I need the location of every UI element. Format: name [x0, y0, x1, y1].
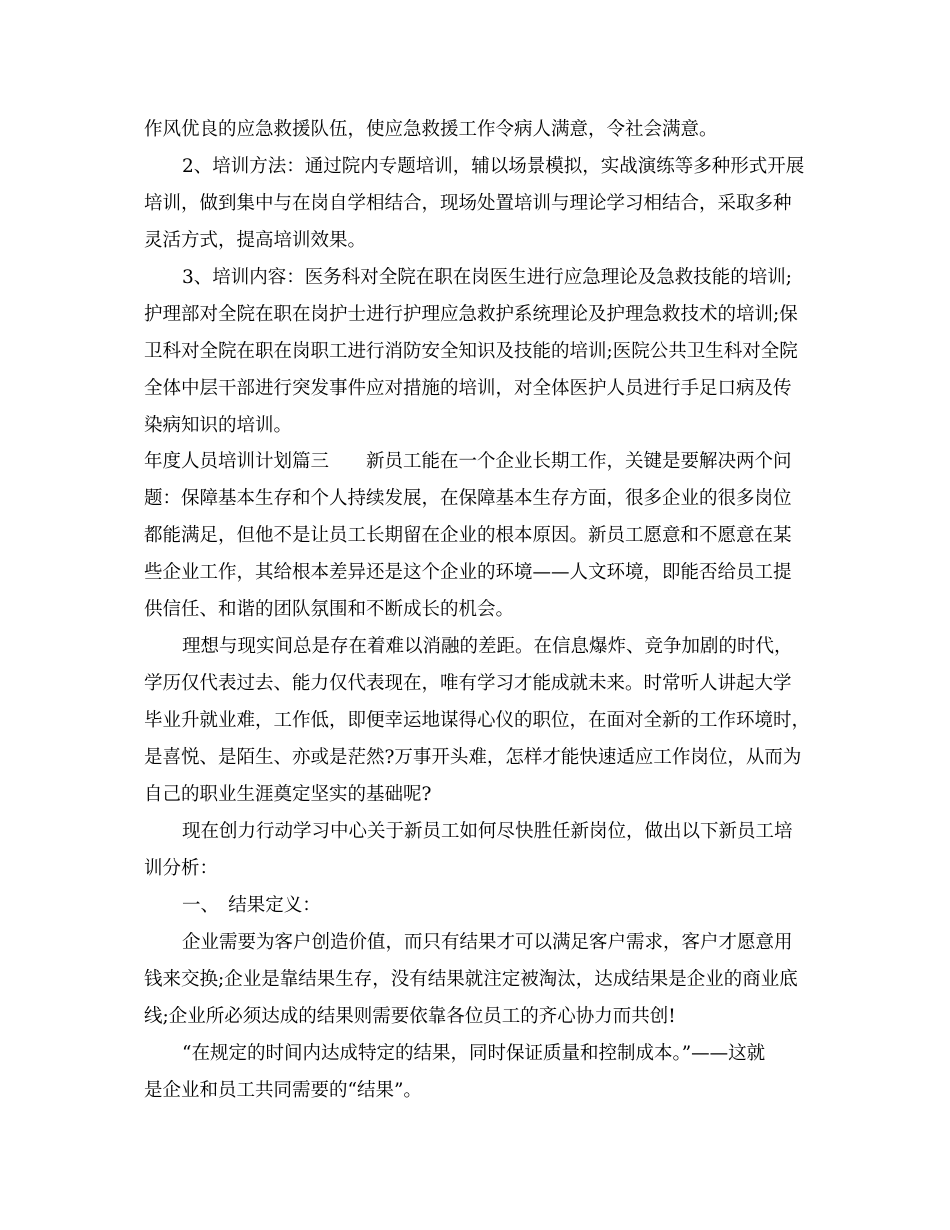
text-line: 培训，做到集中与在岗自学相结合，现场处置培训与理论学习相结合，采取多种: [144, 193, 792, 214]
text-line: 是企业和员工共同需要的“结果”。: [144, 1080, 422, 1101]
text-line: 卫科对全院在职在岗职工进行消防安全知识及技能的培训;医院公共卫生科对全院: [144, 341, 798, 362]
text-line: 自己的职业生涯奠定坚实的基础呢?: [144, 784, 432, 805]
text-line: 全体中层干部进行突发事件应对措施的培训，对全体医护人员进行手足口病及传: [144, 378, 792, 399]
section-heading-line: 年度人员培训计划篇三 新员工能在一个企业长期工作，关键是要解决两个问: [144, 451, 792, 472]
text-line: 钱来交换;企业是靠结果生存，没有结果就注定被淘汰，达成结果是企业的商业底: [144, 969, 798, 990]
text-line: 学历仅代表过去、能力仅代表现在，唯有学习才能成就未来。时常听人讲起大学: [144, 673, 792, 694]
text-line: 些企业工作，其给根本差异还是这个企业的环境——人文环境，即能否给员工提: [144, 562, 792, 583]
text-line: 是喜悦、是陌生、亦或是茫然?万事开头难，怎样才能快速适应工作岗位，从而为: [144, 747, 802, 768]
subheading-line: 一、 结果定义：: [182, 895, 321, 916]
text-line: 供信任、和谐的团队氛围和不断成长的机会。: [144, 599, 515, 620]
text-line: 线;企业所必须达成的结果则需要依靠各位员工的齐心协力而共创!: [144, 1006, 676, 1027]
text-line: 3、培训内容：医务科对全院在职在岗医生进行应急理论及急救技能的培训;: [182, 267, 793, 288]
text-line: 作风优良的应急救援队伍，使应急救援工作令病人满意，令社会满意。: [144, 119, 718, 140]
text-line: 2、培训方法：通过院内专题培训，辅以场景模拟，实战演练等多种形式开展: [182, 156, 805, 177]
text-line: 毕业升就业难，工作低，即便幸运地谋得心仪的职位，在面对全新的工作环境时，: [144, 710, 811, 731]
text-line: 染病知识的培训。: [144, 415, 293, 436]
text-line: 企业需要为客户创造价值，而只有结果才可以满足客户需求，客户才愿意用: [182, 932, 793, 953]
text-line: 题：保障基本生存和个人持续发展，在保障基本生存方面，很多企业的很多岗位: [144, 488, 792, 509]
text-line: 理想与现实间总是存在着难以消融的差距。在信息爆炸、竞争加剧的时代，: [182, 636, 793, 657]
text-line: 护理部对全院在职在岗护士进行护理应急救护系统理论及护理急救技术的培训;保: [144, 304, 798, 325]
text-line: 灵活方式，提高培训效果。: [144, 230, 367, 251]
quote-line: “在规定的时间内达成特定的结果，同时保证质量和控制成本。”——这就: [182, 1043, 766, 1064]
text-line: 现在创力行动学习中心关于新员工如何尽快胜任新岗位，做出以下新员工培: [182, 821, 793, 842]
text-line: 都能满足，但他不是让员工长期留在企业的根本原因。新员工愿意和不愿意在某: [144, 525, 792, 546]
text-line: 训分析：: [144, 858, 219, 879]
